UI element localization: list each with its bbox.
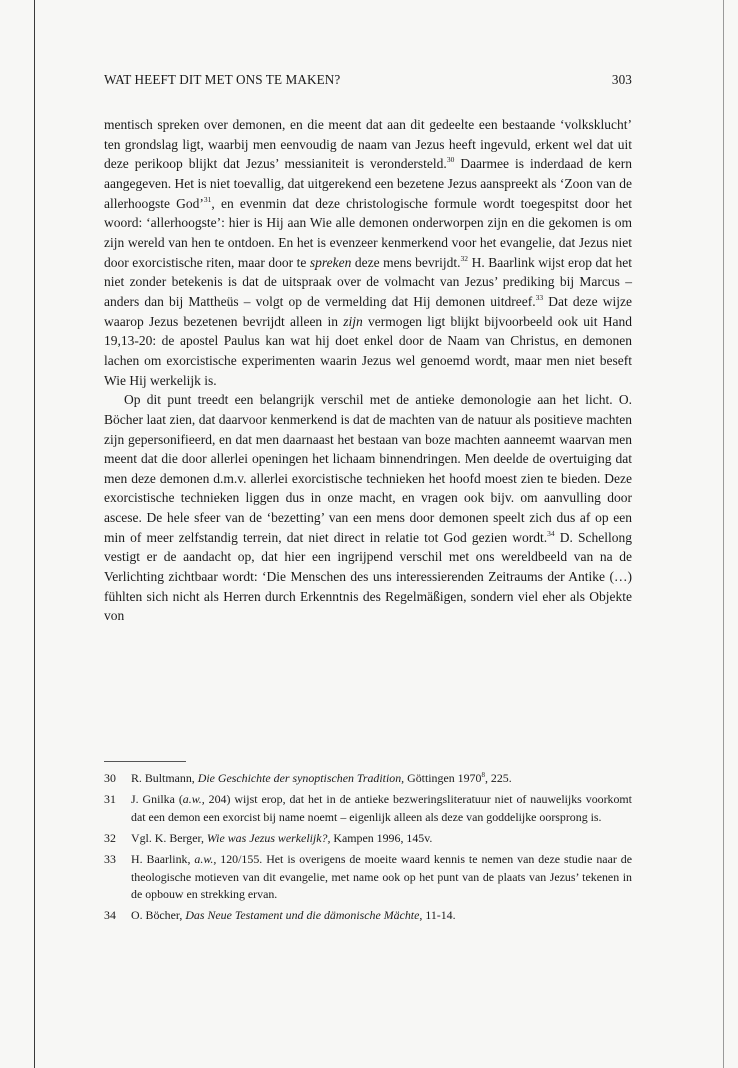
body-text <box>104 115 632 626</box>
footnote-34 <box>104 907 632 925</box>
footnote-ref-32: 32 <box>460 253 469 263</box>
footnote-text: R. Bultmann, <box>131 771 198 785</box>
text-run: mentisch spreken over demonen, en die meent dat aan dit gedeelte een bestaande ‘volksklucht’ ten grondslag ligt, waarbij men eenvoudig de naam van Jezus heeft ingevuld, erkent wel dat uit deze perikoop blijkt dat Jezus’ messianiteit is verondersteld. <box>104 117 632 172</box>
footnote-33 <box>104 851 632 904</box>
text-run: vermogen ligt blijkt bijvoorbeeld ook uit Hand 19,13-20: de apostel Paulus kan wat hij doet enkel door de Naam van Christus, en demonen lachen om exorcistische experimenten waarin Jezus wel genoemd wordt, maar men niet beseft Wie Hij werkelijk is. <box>104 313 632 388</box>
footnote-number: 32 <box>104 830 116 845</box>
footnote-32 <box>104 830 632 848</box>
text-run: , en evenmin dat deze christologische formule wordt toegespitst door het woord: ‘allerhoogste’: hier is Hij aan Wie alle demonen onderworpen zijn en die gekomen is om zijn wereld van hen te ontdoen. En het is evenzeer kenmerkend voor het evangelie, dat Jezus niet door exorcistische riten, maar door te <box>104 195 632 270</box>
footnote-30 <box>104 770 632 788</box>
footnote-text: Vgl. K. Berger, <box>131 830 207 845</box>
edition-superscript: 8 <box>481 771 485 779</box>
text-run: deze mens bevrijdt. <box>351 254 461 270</box>
text-run: Daarmee is inderdaad de kern aangegeven. Het is niet toevallig, dat uitgerekend een bezetene Jezus aanspreekt als ‘Zoon van de allerhoogste God’ <box>104 156 632 211</box>
footnote-text: 204) wijst erop, dat het in de antieke bezweringsliteratuur niet of nauwelijks voorkomt dat een demon een exorcist bij name noemt – eigenlijk alleen als deze van goddelijke oorsprong is. <box>131 792 632 824</box>
footnote-text: O. Böcher, <box>131 908 186 923</box>
footnote-rule <box>104 761 186 762</box>
footnote-ref-30: 30 <box>446 155 455 165</box>
text-run: D. Schellong vestigt er de aandacht op, dat hier een ingrijpend verschil met ons wereldbeeld van na de Verlichting zichtbaar wordt: ‘Die Menschen des uns interessierenden Zeitraums der Antike (…) fühlten sich nicht als Herren durch Erkenntnis des Regelmäßigen, sondern viel eher als Objekte von <box>104 529 632 624</box>
emphasis-zijn: zijn <box>343 313 363 329</box>
footnote-title: a.w., <box>182 792 205 807</box>
page-edge-left <box>34 0 35 1068</box>
footnote-text: J. Gnilka ( <box>131 792 183 807</box>
footnote-ref-34: 34 <box>547 528 555 538</box>
footnote-title: a.w., <box>194 851 217 866</box>
emphasis-spreken: spreken <box>309 254 352 270</box>
text-run: Dat deze wijze waarop Jezus bezetenen bevrijdt alleen in <box>104 293 632 329</box>
paragraph-2 <box>104 390 632 626</box>
footnote-text: , 225. <box>484 771 512 785</box>
footnote-text: 120/155. Het is overigens de moeite waard kennis te nemen van deze studie naar de theologische motieven van dit evangelie, met name ook op het punt van de plaats van Jezus’ tekenen in de opbouw en strekking ervan. <box>131 851 632 902</box>
footnote-title: Die Geschichte der synoptischen Tradition, <box>197 771 405 785</box>
text-run: Op dit punt treedt een belangrijk verschil met de antieke demonologie aan het licht. O. Böcher laat zien, dat daarvoor kenmerkend is dat de machten van de natuur als positieve machten zijn gepersonifieerd, en dat men daarnaast het bestaan van boze machten aanneemt waarvan men meent dat die door allerlei openingen het lichaam binnendringen. Men deelde de overtuiging dat men deze demonen d.m.v. allerlei exorcistische technieken het hoofd moest zien te bieden. Deze exorcistische technieken liggen dus in onze macht, en vragen ook bijv. om aanvulling door ascese. De hele sfeer van de ‘bezetting’ van een mens door demonen speelt zich dus af op een min of meer zelfstandig terrein, dat niet direct in relatie tot God gezien wordt. <box>104 392 632 545</box>
footnote-number: 31 <box>104 792 116 807</box>
page-edge-right <box>723 0 724 1068</box>
footnote-title: Das Neue Testament und die dämonische Mächte, <box>185 908 423 923</box>
footnote-number: 33 <box>104 851 116 866</box>
footnote-text: Kampen 1996, 145v. <box>330 830 433 845</box>
text-run: H. Baarlink wijst erop dat het niet zonder betekenis is dat de uitspraak over de volmacht van Jezus’ prediking bij Marcus – anders dan bij Mattheüs – volgt op de vermelding dat Hij demonen uitdreef. <box>104 254 632 309</box>
footnote-text: H. Baarlink, <box>131 851 195 866</box>
footnote-ref-33: 33 <box>535 292 544 302</box>
footnote-text: Göttingen 1970 <box>404 771 482 785</box>
paragraph-1 <box>104 115 632 390</box>
footnote-ref-31: 31 <box>203 194 212 204</box>
footnote-number: 30 <box>104 771 116 785</box>
page-number: 303 <box>611 72 632 87</box>
footnote-title: Wie was Jezus werkelijk?, <box>206 830 331 845</box>
running-head-title: WAT HEEFT DIT MET ONS TE MAKEN? <box>104 72 341 87</box>
footnote-number: 34 <box>104 908 116 923</box>
footnote-31 <box>104 791 632 826</box>
footnotes <box>104 770 632 929</box>
footnote-text: 11-14. <box>422 908 456 923</box>
